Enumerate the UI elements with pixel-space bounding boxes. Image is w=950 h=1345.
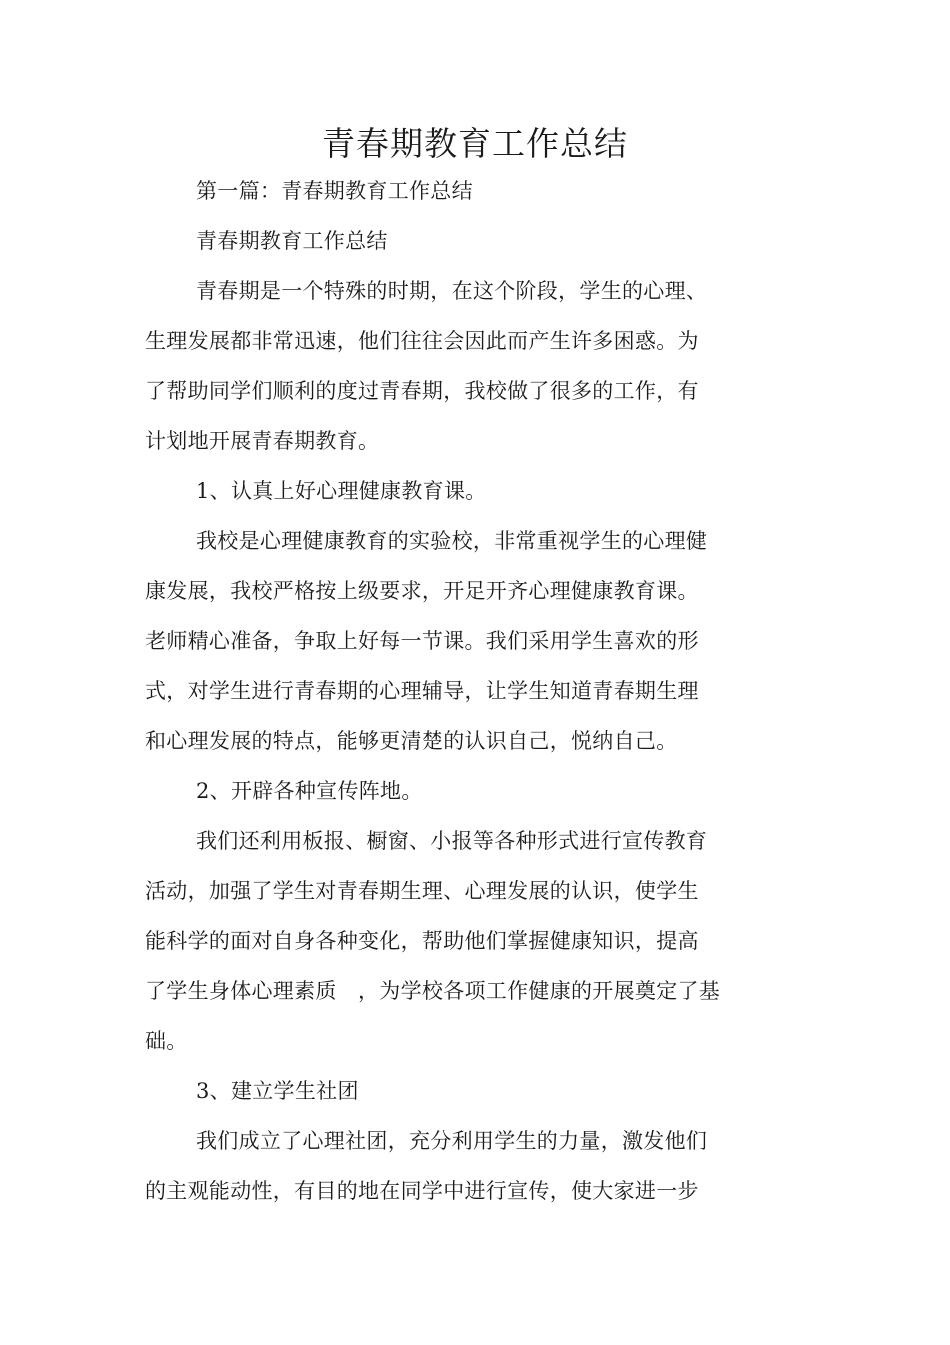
paragraph-line: 活动，加强了学生对青春期生理、心理发展的认识，使学生 — [145, 879, 699, 903]
paragraph-line: 式，对学生进行青春期的心理辅导，让学生知道青春期生理 — [145, 679, 699, 703]
numbered-heading: 3、建立学生社团 — [196, 1079, 359, 1103]
paragraph-line: 生理发展都非常迅速，他们往往会因此而产生许多困惑。为 — [145, 329, 699, 353]
paragraph-line: 我们还利用板报、橱窗、小报等各种形式进行宣传教育 — [196, 829, 708, 853]
paragraph-line: 了学生身体心理素质 ，为学校各项工作健康的开展奠定了基 — [145, 979, 721, 1003]
paragraph-line: 的主观能动性，有目的地在同学中进行宣传，使大家进一步 — [145, 1179, 699, 1203]
paragraph-line: 计划地开展青春期教育。 — [145, 429, 380, 453]
paragraph-line: 础。 — [145, 1029, 188, 1053]
numbered-heading: 2、开辟各种宣传阵地。 — [196, 779, 423, 803]
paragraph-line: 和心理发展的特点，能够更清楚的认识自己，悦纳自己。 — [145, 729, 678, 753]
subtitle-line: 第一篇：青春期教育工作总结 — [196, 179, 473, 203]
document-title: 青春期教育工作总结 — [322, 124, 628, 163]
numbered-heading: 1、认真上好心理健康教育课。 — [196, 479, 487, 503]
paragraph-line: 康发展，我校严格按上级要求，开足开齐心理健康教育课。 — [145, 579, 699, 603]
paragraph-line: 老师精心准备，争取上好每一节课。我们采用学生喜欢的形 — [145, 629, 699, 653]
paragraph-line: 青春期是一个特殊的时期，在这个阶段，学生的心理、 — [196, 279, 708, 303]
section-heading: 青春期教育工作总结 — [196, 229, 388, 253]
paragraph-line: 我校是心理健康教育的实验校，非常重视学生的心理健 — [196, 529, 708, 553]
paragraph-line: 能科学的面对自身各种变化，帮助他们掌握健康知识，提高 — [145, 929, 699, 953]
paragraph-line: 我们成立了心理社团，充分利用学生的力量，激发他们 — [196, 1129, 708, 1153]
paragraph-line: 了帮助同学们顺利的度过青春期，我校做了很多的工作，有 — [145, 379, 699, 403]
